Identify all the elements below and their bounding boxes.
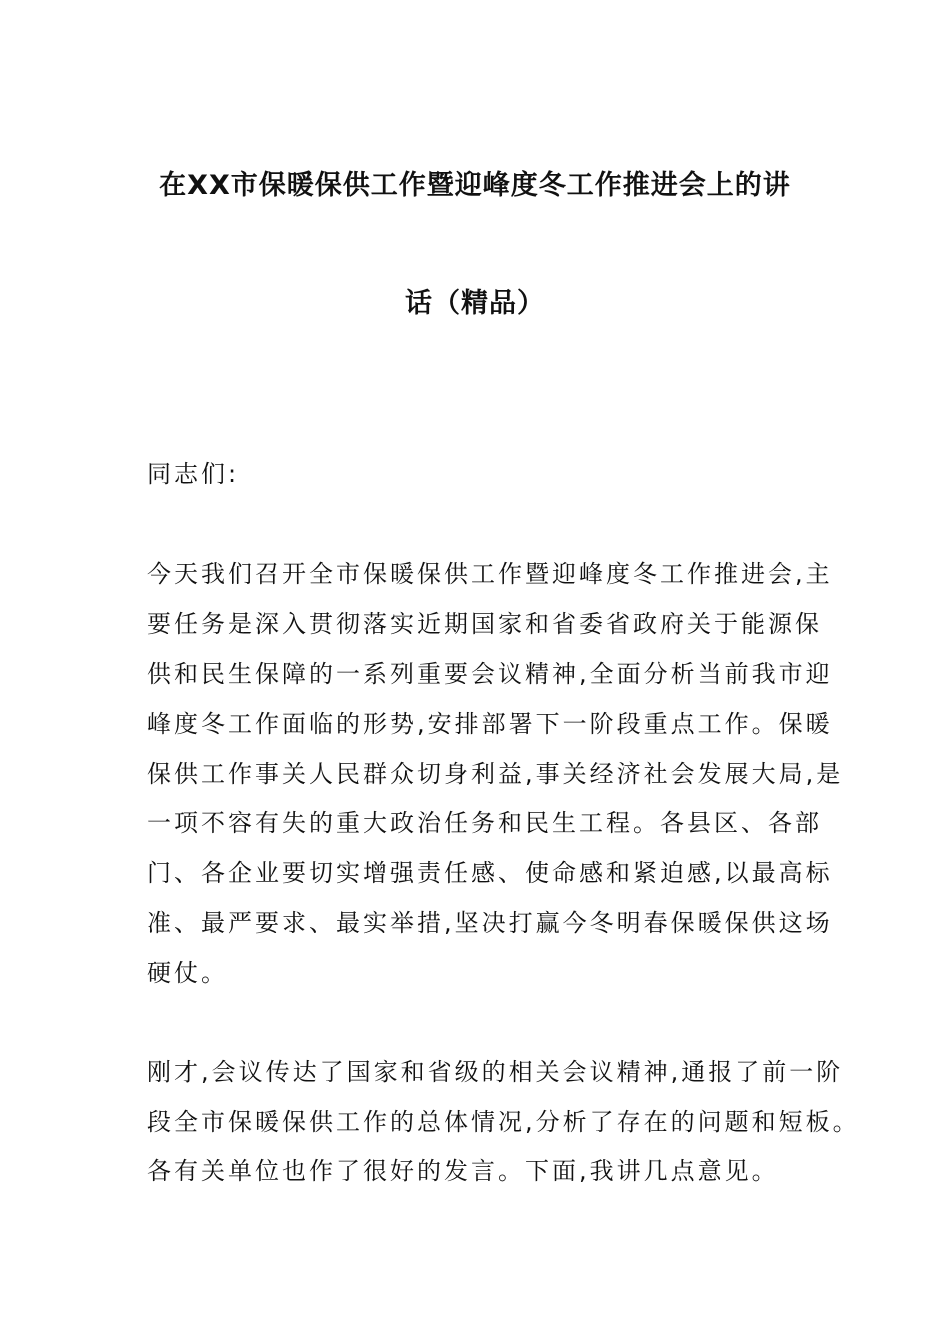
paragraph-line: 准、最严要求、最实举措,坚决打赢今冬明春保暖保供这场 bbox=[147, 909, 833, 937]
document-title-line-2: 话（精品） bbox=[405, 288, 545, 319]
paragraph-line: 刚才,会议传达了国家和省级的相关会议精神,通报了前一阶 bbox=[147, 1058, 844, 1086]
paragraph-line: 各有关单位也作了很好的发言。下面,我讲几点意见。 bbox=[147, 1157, 779, 1185]
document-title-line-1: 在XX市保暖保供工作暨迎峰度冬工作推进会上的讲 bbox=[159, 170, 791, 201]
paragraph-line: 保供工作事关人民群众切身利益,事关经济社会发展大局,是 bbox=[147, 760, 844, 788]
paragraph-line: 要任务是深入贯彻落实近期国家和省委省政府关于能源保 bbox=[147, 610, 822, 638]
salutation: 同志们: bbox=[147, 460, 240, 488]
paragraph-line: 一项不容有失的重大政治任务和民生工程。各县区、各部 bbox=[147, 809, 822, 837]
paragraph-line: 硬仗。 bbox=[147, 959, 228, 987]
paragraph-line: 峰度冬工作面临的形势,安排部署下一阶段重点工作。保暖 bbox=[147, 710, 833, 738]
paragraph-line: 门、各企业要切实增强责任感、使命感和紧迫感,以最高标 bbox=[147, 859, 833, 887]
paragraph-line: 段全市保暖保供工作的总体情况,分析了存在的问题和短板。 bbox=[147, 1108, 860, 1136]
paragraph-line: 供和民生保障的一系列重要会议精神,全面分析当前我市迎 bbox=[147, 660, 833, 688]
paragraph-line: 今天我们召开全市保暖保供工作暨迎峰度冬工作推进会,主 bbox=[147, 560, 833, 588]
